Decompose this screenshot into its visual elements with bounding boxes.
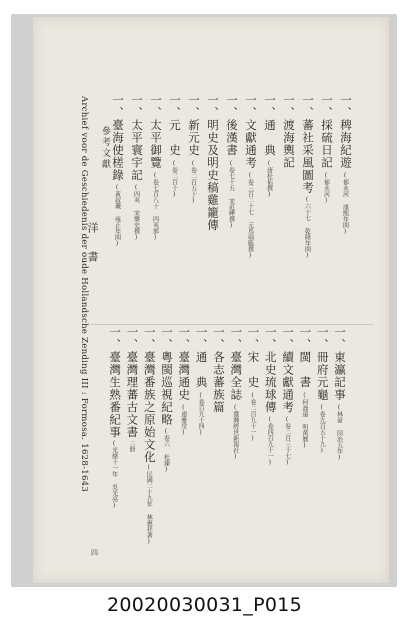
section-rule: [91, 324, 373, 325]
entry-note: (卷二百三十七): [283, 416, 291, 466]
entry-title: 一、太平御覽: [149, 94, 163, 169]
entry-note: (卷二百十): [170, 160, 178, 198]
entry-note: (卷三百二十七 元馬端臨撰): [246, 172, 254, 259]
entry-title: 一、臺灣番族之原始文化: [142, 326, 157, 464]
entry-title: 一、臺灣通史: [177, 326, 192, 401]
entry-title: 一、北史琉球傳: [263, 326, 278, 414]
image-caption: 20020030031_P015: [107, 594, 302, 616]
entry-title: 一、明史及明史稿雞籠傳: [206, 94, 220, 232]
entry-title: 一、閩 書: [298, 326, 313, 389]
running-title: 參考文獻: [100, 126, 110, 170]
entry-title: 一、通 典: [194, 326, 209, 389]
entry-note: (民國二十九年 林惠祥著): [145, 464, 153, 545]
entry-title: 一、粵閩巡視紀略: [160, 326, 174, 426]
entry-title: 一、冊府元龜: [315, 326, 330, 401]
entry-note: (黃叔璥 雍正年間): [113, 184, 121, 247]
entry-note: (卷七百八十 四夷部): [151, 172, 159, 241]
entry-note: (卷二百九十一): [249, 392, 256, 442]
entry-title: 一、東瀛記事: [333, 326, 347, 401]
entry-title: 一、元 史: [168, 94, 182, 157]
entry-note: (郁永河): [322, 172, 330, 204]
entry-title: 一、通 典: [263, 94, 277, 157]
entry-title: 一、蕃社采風圖考: [301, 94, 315, 194]
entry-note: 二冊: [127, 440, 135, 452]
entry-note: (卷百九十四): [197, 392, 205, 436]
entry-note: (卷九百五十九): [318, 404, 326, 454]
entry-note: (何喬遠 明萬曆): [300, 392, 308, 449]
entry-title: 一、臺灣生熟番紀事: [108, 326, 123, 439]
entry-title: 一、宋 史: [246, 326, 261, 389]
entry-title: 一、各志蕃族篇: [211, 326, 226, 414]
entry-note: (光緒十一年 吳光亮): [110, 440, 118, 509]
entry-title: 一、臺海使槎錄: [111, 94, 125, 182]
entry-title: 一、採硫日記: [320, 94, 334, 169]
entry-title: 一、後漢書: [225, 94, 239, 157]
entry-title: 一、稗海紀遊: [339, 94, 353, 169]
entry-title: 一、臺灣理蕃古文書: [125, 326, 140, 439]
entry-note: (卷七十五 宋范曄撰): [227, 160, 235, 229]
entry-note: (林豪 同治五年): [335, 404, 343, 461]
entry-note: (郁永河 康熙年間): [341, 172, 349, 235]
entry-title: 一、臺灣全誌: [229, 326, 244, 401]
entry-note: (連雅堂): [179, 404, 187, 436]
entry-title: 一、太平寰宇記: [130, 94, 144, 182]
page-number: 四: [91, 549, 98, 557]
entry-note: (六十七 乾隆年間): [303, 196, 311, 259]
entry-title: 一、續文獻通考: [281, 326, 296, 414]
entry-note: (唐杜佑撰): [265, 160, 273, 198]
entry-title: 一、文獻通考: [244, 94, 258, 169]
entry-note: (四夷 宋樂史撰): [132, 184, 140, 241]
western-citation: Archief voor de Geschiedenis der oude Hollandsche Zending III : Formosa. 1628-1643: [79, 96, 89, 493]
entry-note: (臺灣經世新報社): [231, 404, 239, 460]
entry-note: (卷四百九十一): [266, 416, 274, 466]
entry-title: 一、新元史: [187, 94, 201, 157]
entry-title: 一、渡海輿記: [282, 94, 296, 169]
entry-note: (卷六 杜臻): [162, 428, 170, 473]
western-books-heading: 洋書: [86, 222, 99, 280]
entry-note: (卷二百五十): [189, 160, 197, 204]
